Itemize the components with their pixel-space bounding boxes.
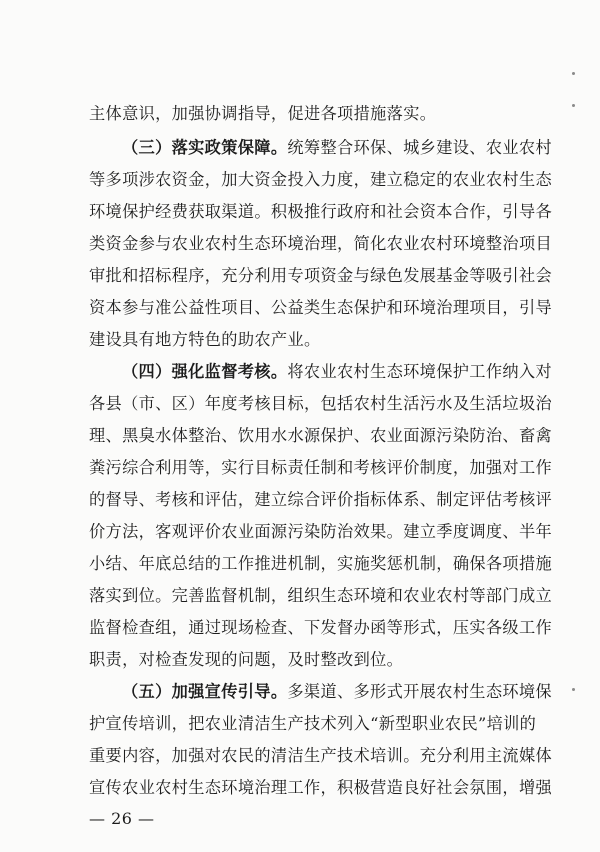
paragraph-line: 小结、年底总结的工作推进机制，实施奖惩机制，确保各项措施 bbox=[89, 554, 553, 573]
section-heading-publicity: （五）加强宣传引导。 bbox=[122, 682, 288, 701]
section-heading-supervision: （四）强化监督考核。 bbox=[122, 362, 288, 381]
paragraph-line: 重要内容，加强对农民的清洁生产技术培训。充分利用主流媒体 bbox=[89, 746, 553, 765]
paragraph-line: 监督检查组，通过现场检查、下发督办函等形式，压实各级工作 bbox=[89, 618, 553, 637]
paragraph-line: 主体意识，加强协调指导，促进各项措施落实。 bbox=[89, 104, 437, 123]
paragraph-line: 类资金参与农业农村生态环境治理，简化农业农村环境整治项目 bbox=[89, 234, 553, 253]
margin-dot bbox=[572, 72, 575, 75]
section-heading-policy: （三）落实政策保障。 bbox=[122, 138, 288, 157]
paragraph-first-line bbox=[122, 361, 552, 383]
paragraph-line: 宣传农业农村生态环境治理工作，积极营造良好社会氛围，增强 bbox=[89, 778, 553, 797]
paragraph-line: 环境保护经费获取渠道。积极推行政府和社会资本合作，引导各 bbox=[89, 202, 553, 221]
paragraph-line: 的督导、考核和评估，建立综合评价指标体系、制定评估考核评 bbox=[89, 490, 553, 509]
paragraph-line: 粪污综合利用等，实行目标责任制和考核评价制度，加强对工作 bbox=[89, 458, 553, 477]
paragraph-line: 资本参与准公益性项目、公益类生态保护和环境治理项目，引导 bbox=[89, 298, 553, 317]
paragraph-line: 审批和招标程序，充分利用专项资金与绿色发展基金等吸引社会 bbox=[89, 266, 553, 285]
paragraph-line: 价方法，客观评价农业面源污染防治效果。建立季度调度、半年 bbox=[89, 522, 553, 541]
paragraph-line-text: 将农业农村生态环境保护工作纳入对 bbox=[287, 362, 552, 381]
paragraph-line-text: 统筹整合环保、城乡建设、农业农村 bbox=[287, 138, 552, 157]
paragraph-line: 职责，对检查发现的问题，及时整改到位。 bbox=[89, 650, 404, 669]
paragraph-line: 建设具有地方特色的助农产业。 bbox=[89, 330, 321, 349]
paragraph-line-text: 多渠道、多形式开展农村生态环境保 bbox=[287, 682, 552, 701]
margin-dot bbox=[572, 688, 575, 691]
paragraph-first-line bbox=[122, 137, 552, 159]
paragraph-line: 等多项涉农资金，加大资金投入力度，建立稳定的农业农村生态 bbox=[89, 170, 553, 189]
paragraph-line: 落实到位。完善监督机制，组织生态环境和农业农村等部门成立 bbox=[89, 586, 553, 605]
paragraph-line: 护宣传培训，把农业清洁生产技术列入“新型职业农民”培训的 bbox=[89, 714, 537, 733]
page-number: — 26 — bbox=[89, 809, 155, 828]
paragraph-first-line bbox=[122, 681, 552, 703]
margin-dot bbox=[572, 104, 575, 107]
paragraph-line: 各县（市、区）年度考核目标，包括农村生活污水及生活垃圾治 bbox=[89, 394, 553, 413]
paragraph-line: 理、黑臭水体整治、饮用水水源保护、农业面源污染防治、畜禽 bbox=[89, 426, 553, 445]
